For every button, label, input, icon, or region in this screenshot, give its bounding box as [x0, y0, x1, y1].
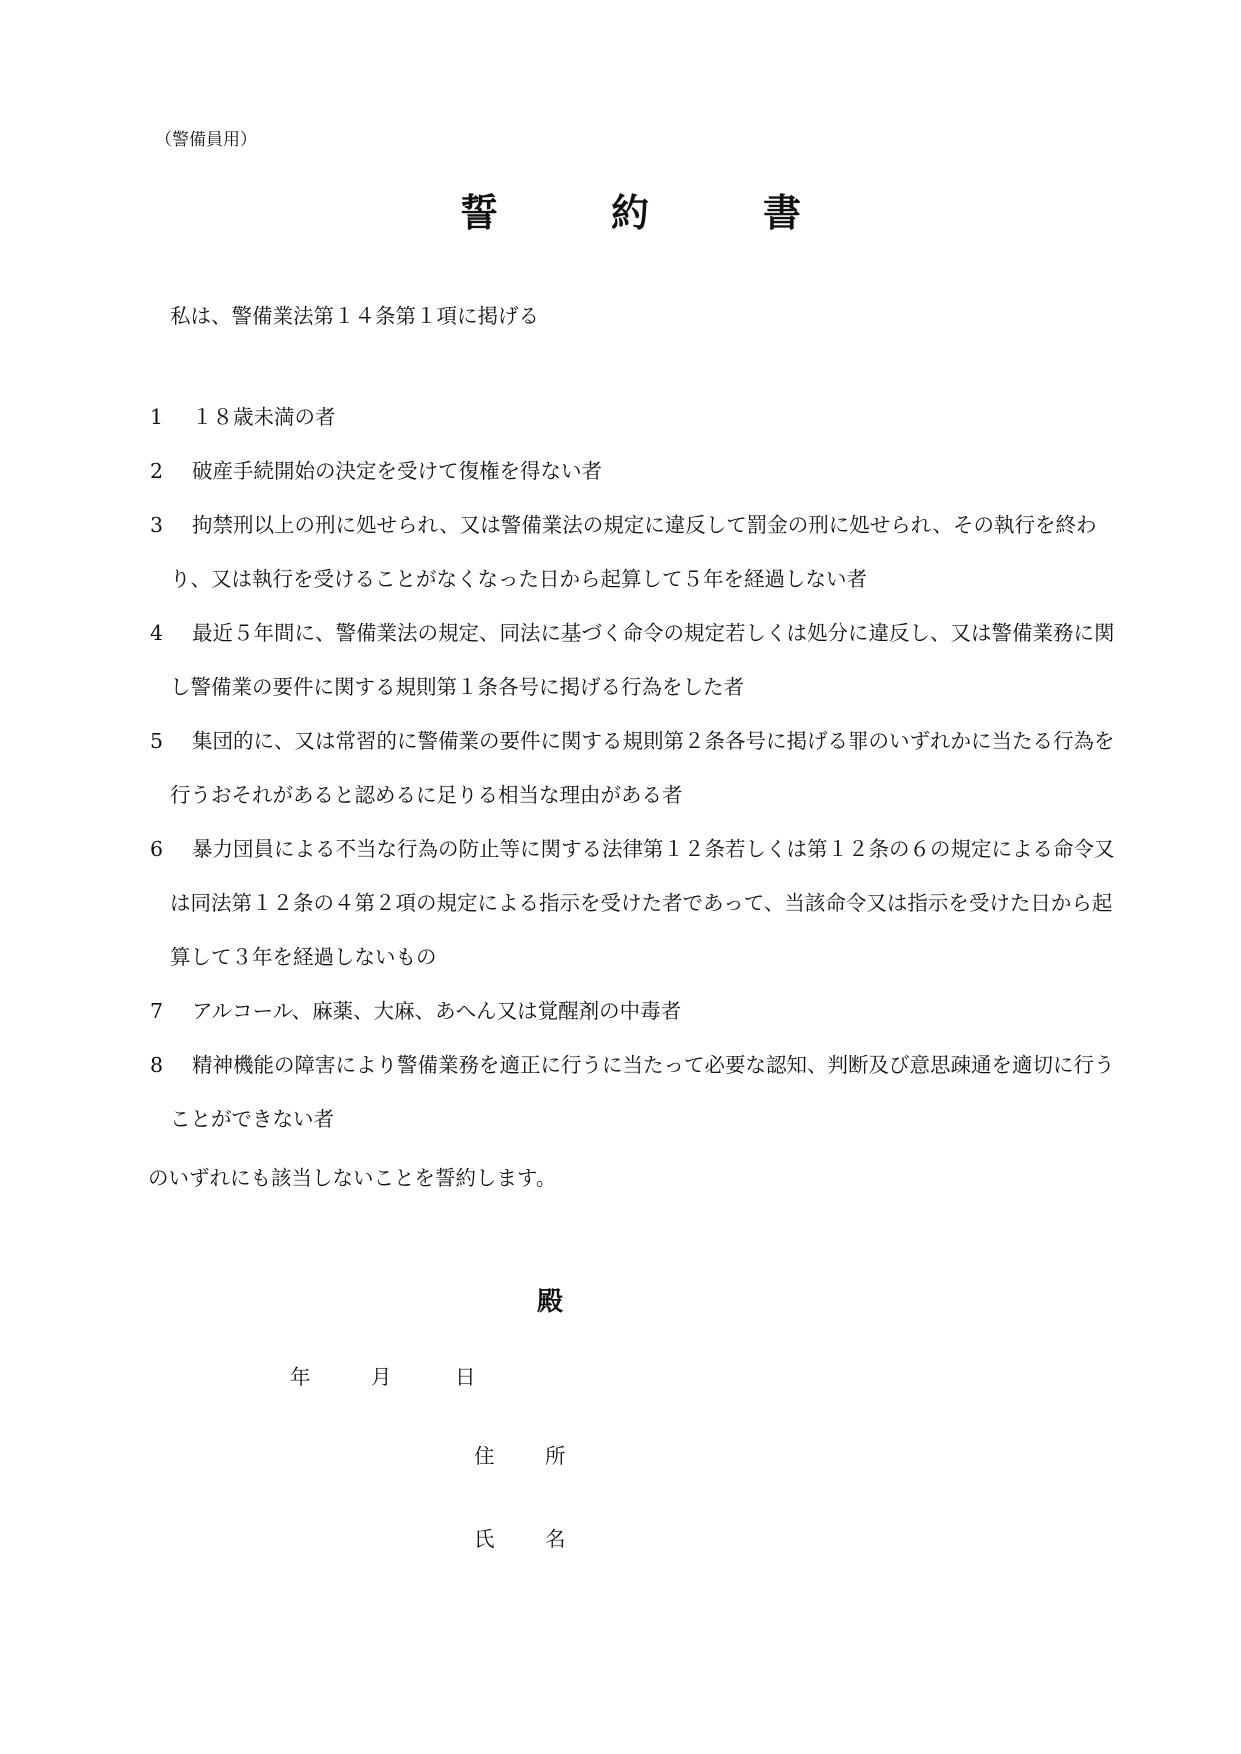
title-char: 書 — [762, 191, 801, 235]
name-label-char: 名 — [545, 1527, 566, 1551]
item-number: 8 — [150, 1053, 164, 1077]
item-number: 1 — [150, 405, 164, 429]
item-number: 5 — [150, 729, 164, 753]
item-number: 4 — [150, 621, 164, 645]
disqualification-list — [150, 390, 1130, 1146]
list-item — [150, 498, 1130, 606]
document-title — [0, 185, 1241, 241]
date-month-label: 月 — [371, 1365, 392, 1389]
list-item — [150, 444, 1130, 498]
item-text: 破産手続開始の決定を受けて復権を得ない者 — [192, 459, 602, 483]
intro-text: 私は、警備業法第１４条第１項に掲げる — [170, 304, 539, 328]
list-item — [150, 1038, 1130, 1146]
item-text: 集団的に、又は常習的に警備業の要件に関する規則第２条各号に掲げる罪のいずれかに当たる行為を行うおそれがあると認めるに足りる相当な理由がある者 — [170, 729, 1115, 807]
item-text: 最近５年間に、警備業法の規定、同法に基づく命令の規定若しくは処分に違反し、又は警備業務に関し警備業の要件に関する規則第１条各号に掲げる行為をした者 — [170, 621, 1115, 699]
list-item — [150, 390, 1130, 444]
list-item — [150, 984, 1130, 1038]
address-label-char: 所 — [545, 1444, 566, 1468]
list-item — [150, 822, 1130, 984]
name-label-char: 氏 — [474, 1527, 495, 1551]
title-char: 誓 — [459, 191, 498, 235]
item-text: 暴力団員による不当な行為の防止等に関する法律第１２条若しくは第１２条の６の規定による命令又は同法第１２条の４第２項の規定による指示を受けた者であって、当該命令又は指示を受けた日から起算して３年を経過しないもの — [170, 837, 1115, 969]
item-text: １８歳未満の者 — [192, 405, 336, 429]
list-item — [150, 714, 1130, 822]
list-item — [150, 606, 1130, 714]
item-text: アルコール、麻薬、大麻、あへん又は覚醒剤の中毒者 — [192, 999, 682, 1023]
item-number: 7 — [150, 999, 164, 1023]
date-day-label: 日 — [455, 1365, 476, 1389]
address-label-char: 住 — [474, 1444, 495, 1468]
title-char: 約 — [610, 191, 649, 235]
closing-statement: のいずれにも該当しないことを誓約します。 — [148, 1166, 557, 1190]
item-text: 拘禁刑以上の刑に処せられ、又は警備業法の規定に違反して罰金の刑に処せられ、その執行を終わり、又は執行を受けることがなくなった日から起算して５年を経過しない者 — [170, 513, 1097, 591]
addressee-honorific: 殿 — [537, 1287, 564, 1317]
item-number: 3 — [150, 513, 164, 537]
item-number: 2 — [150, 459, 164, 483]
item-number: 6 — [150, 837, 164, 861]
item-text: 精神機能の障害により警備業務を適正に行うに当たって必要な認知、判断及び意思疎通を適切に行うことができない者 — [170, 1053, 1115, 1131]
date-year-label: 年 — [290, 1365, 311, 1389]
form-type-label: （警備員用） — [155, 130, 257, 150]
